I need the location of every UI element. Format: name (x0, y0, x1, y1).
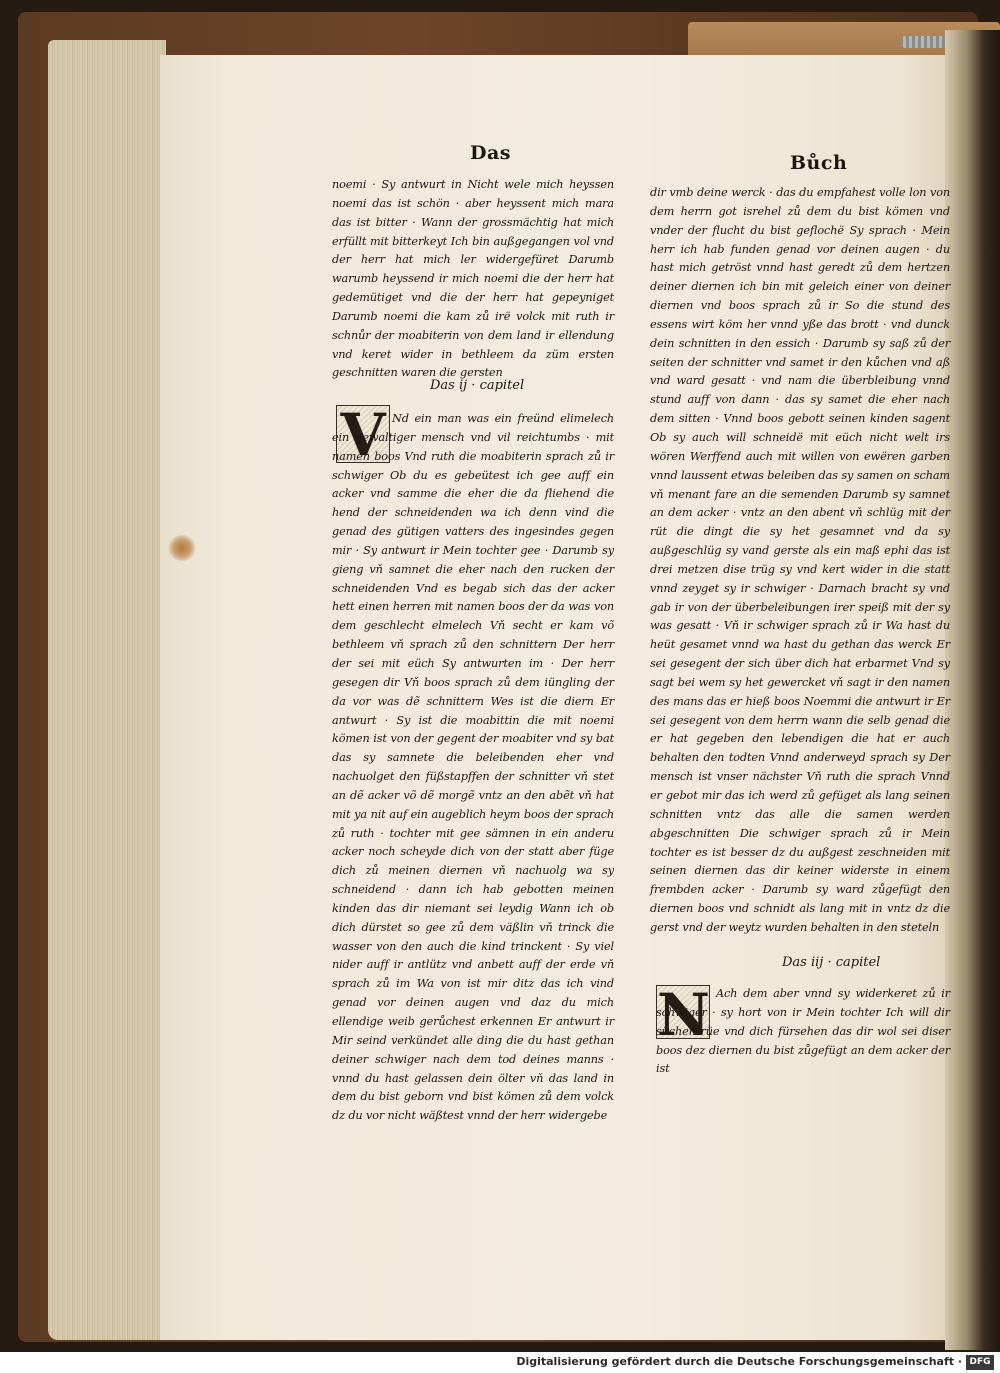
dfg-logo-icon: DFG (966, 1355, 994, 1370)
paper-stain (168, 535, 196, 561)
left-column-text-2: Nd ein man was ein freünd elimelech ein gewaltiger mensch vnd vil reichtumbs · mit namen boos Vnd ruth die moabiterin sprach zů ir schwiger Ob du es gebeütest ich gee auff ein acker vnd samme die eher die da fliehend die hend der schneidenden wa ich denn vind die genad des gütigen vatters des ingesindes gegen mir · Sy antwurt ir Mein tochter gee · Darumb sy gieng vň samnet die eher nach den rucken der schneidenden Vnd es begab sich das der acker hett einen herren mit namen boos der da was von dem geschlecht elmelech Vň secht er kam võ bethleem vň sprach zů den schnittern Der herr der sei mit eüch Sy antwurten im · Der herr gesegen dir Vň boos sprach zů dem iüngling der da vor was dẽ schnittern Wes ist die diern Er antwurt · Sy ist die moabittin die mit noemi kömen ist von der gegent der moabiter vnd sy bat das sy samnete die beleibenden eher vnd nachuolget den füßstapffen der schnitter vň stet an dẽ acker võ dẽ morgẽ vntz an den abẽt vň hat mit ya nit auf ein augeblich heym boos der sprach zů ruth · tochter mit gee sämnen in ein anderu acker noch scheyde dich von der statt aber füge dich zů meinen diernen vň nachuolg wa sy schneidend · dann ich hab gebotten meinen kinden das dir niemant sei leydig Wann ich ob dich dürstet so gee zů dem väßlin vň trinck die wasser von den auch die kind trinckent · Sy viel nider auff ir antlütz vnd anbett auff der erde vň sprach zů im Wa von ist mir ditz das ich vind genad vor deinen augen vnd daz du mich ellendige weib gerůchest erkennen Er antwurt ir Mir seind verkündet alle ding die du hast gethan deiner schwiger nach dem tod deines manns · vnnd du hast gelassen dein ölter vň das land in dem du bist geborn vnd bist kömen zů dem volck dz du vor nicht wäßtest vnnd der herr widergebe (332, 412, 614, 1123)
running-head-right: Bůch (790, 152, 848, 174)
decorated-initial-right: N (657, 981, 711, 1049)
right-column-text-2: Ach dem aber vnnd sy widerkeret zů ir schwiger · sy hort von ir Mein tochter Ich will dir süchen rüe vnd dich fürsehen das dir wol sei diser boos dez diernen du bist zůgefügt an dem acker der ist (656, 987, 950, 1076)
running-head-left: Das (470, 142, 511, 164)
footer-bar (0, 1352, 1000, 1373)
footer-credit: Digitalisierung gefördert durch die Deutsche Forschungsgemeinschaft · (516, 1355, 962, 1368)
left-chapter-heading: Das ij · capitel (430, 378, 525, 393)
page-gutter (945, 30, 1000, 1350)
left-column-text: noemi · Sy antwurt in Nicht wele mich heyssen noemi das ist schön · aber heyssent mich mara das ist bitter · Wann der grossmächtig hat mich erfüllt mit bitterkeyt Ich bin außgegangen vol vnd der herr hat mich ler widergefüret Darumb warumb heyssend ir mich noemi die der herr hat gedemütiget vnd die der herr hat gepeyniget Darumb noemi die kam zů irë volck mit ruth ir schnůr der moabiterin von dem land ir ellendung vnd keret wider in bethleem da züm ersten geschnitten waren die gersten (332, 178, 614, 380)
page-edges (48, 40, 166, 1340)
right-column-text: dir vmb deine werck · das du empfahest volle lon von dem herrn got isrehel zů dem du bist kömen vnd vnder der flucht du bist geflochë Sy sprach · Mein herr ich hab funden genad vor deinen augen · du hast mich getröst vnnd hast geredt zů dem hertzen deiner diernen ich bin mit geleich einer von deiner diernen vnd boos sprach zů ir So die stund des essens wirt köm her vnnd yße das brott · vnd dunck dein schnitten in den essich · Darumb sy saß zů der seiten der schnitter vnd samet ir den kůchen vnd aß vnd ward gesatt · vnd nam die überbleibung vnnd stund auff von dann · das sy samet die eher nach dem sitten · Vnnd boos gebott seinen kinden sagent Ob sy auch will schneidë mit eüch nicht welt irs wören Werffend auch mit willen von ewëren garben vnnd laussent etwas beleiben das sy samen on scham vň menant fare an die semenden Darumb sy samnet an dem acker · vntz an den abent vň schlüg mit der rüt die dingt die sy het gesamnet vnd da sy außgeschlüg sy vand gerste als ein maß ephi das ist drei metzen dise trüg sy vnd kert wider in die statt vnnd zeyget sy ir schwiger · Darnach bracht sy vnd gab ir von der überbeleibungen irer speiß mit der sy was gesatt · Vň ir schwiger sprach zů ir Wa hast du heüt gesamet vnnd wa hast du gethan das werck Er sei gesegent der sich über dich hat erbarmet Vnd sy sagt bei wem sy het gewercket vň sagt ir den namen des mans das er hieß boos Noemmi die antwurt ir Er sei gesegent von dem herrn wann die selb genad die er hat gegeben den lebendigen die hat er auch behalten den todten Vnnd anderweyd sprach sy Der mensch ist vnser nächster Vň ruth die sprach Vnnd er gebot mir das ich werd zů gefüget als lang seinen schnitten vntz das alle die samen werden abgeschnitten Die schwiger sprach zů ir Mein tochter es ist besser dz du außgest zeschneiden mit seinen diernen das dir keiner widerste in einem frembden acker · Darumb sy ward zůgefügt den diernen boos vnd schnidt als lang mit in vntz dz die gerst vnd der weytz wurden behalten in den steteln (650, 186, 950, 934)
decorated-initial-left: V (336, 405, 390, 463)
right-chapter-heading: Das iij · capitel (782, 955, 881, 970)
